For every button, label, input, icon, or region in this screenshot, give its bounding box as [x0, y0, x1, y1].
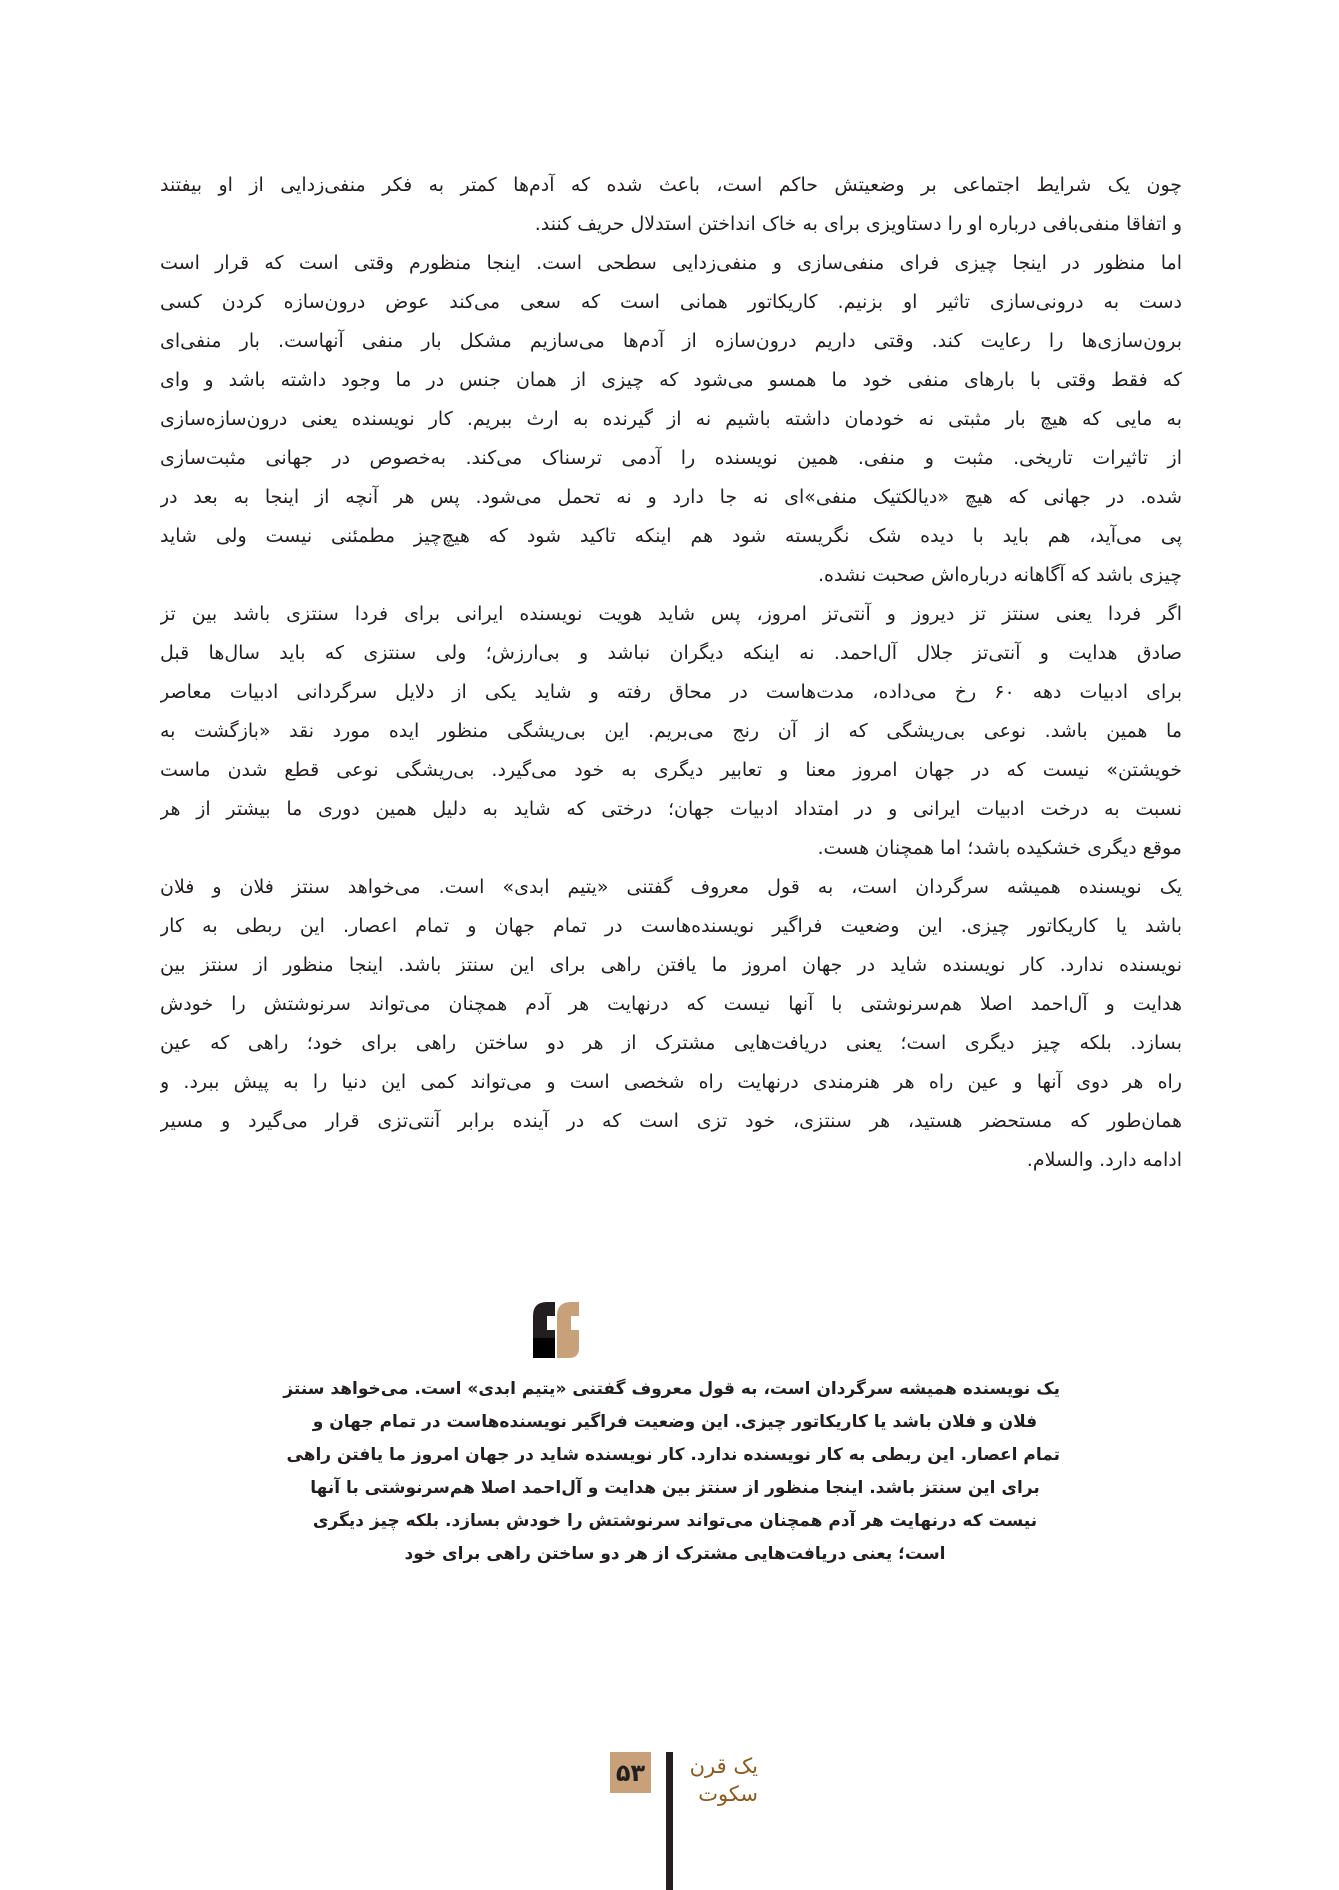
quote-mark-icon — [533, 1302, 579, 1358]
text-line: که فقط وقتی با بارهای منفی خود ما همسو می‌شود که چیزی از همان جنس در ما وجود داشته باشد و وای — [160, 369, 1182, 391]
text-line: به مایی که هیچ بار مثبتی نه خودمان داشته باشیم نه از گیرنده به ارث ببریم. کار نویسنده یعنی درون‌سازه‌سازی — [160, 408, 1182, 430]
text-line: چون یک شرایط اجتماعی بر وضعیتش حاکم است، باعث شده که آدم‌ها کمتر به فکر منفی‌زدایی از او بیفتند — [160, 174, 1182, 196]
text-line: صادق هدایت و آنتی‌تز جلال آل‌احمد. نه اینکه دیگران نباشد و بی‌ارزش؛ ولی سنتزی که باید سال‌ها قبل — [160, 642, 1182, 664]
pull-quote — [283, 1373, 1060, 1571]
text-line: بسازد. بلکه چیز دیگری است؛ یعنی دریافت‌هایی مشترک از هر دو ساختن راهی برای خود؛ راهی که عین — [160, 1032, 1182, 1054]
text-line: اگر فردا یعنی سنتز تز دیروز و آنتی‌تز امروز، پس شاید هویت نویسنده ایرانی برای فردا سنتزی باشد بین تز — [160, 603, 1182, 625]
quote-line: نیست که درنهایت هر آدم همچنان می‌تواند سرنوشتش را خودش بسازد. بلکه چیز دیگری — [312, 1511, 1038, 1531]
paragraph — [160, 244, 1182, 595]
page-number: ۵۳ — [610, 1752, 651, 1793]
text-line: موقع دیگری خشکیده باشد؛ اما همچنان هست. — [817, 837, 1182, 859]
paragraph — [160, 166, 1182, 244]
quote-line: یک نویسنده همیشه سرگردان است، به قول معروف گفتنی «یتیم ابدی» است. می‌خواهد سنتز — [283, 1379, 1060, 1399]
text-line: یک نویسنده همیشه سرگردان است، به قول معروف گفتنی «یتیم ابدی» است. می‌خواهد سنتز فلان و فلان — [160, 876, 1182, 898]
text-line: همان‌طور که مستحضر هستید، هر سنتزی، خود تزی است که در آینده برابر آنتی‌تزی قرار می‌گیرد و مسیر — [160, 1110, 1182, 1132]
paragraph — [160, 595, 1182, 868]
text-line: خویشتن» نیست که در جهان امروز معنا و تعابیر دیگری به خود می‌گیرد. بی‌ریشگی نوعی قطع شدن ماست — [160, 759, 1182, 781]
paragraph — [160, 868, 1182, 1180]
footer-divider — [666, 1752, 673, 1890]
text-line: پی می‌آید، هم باید با دیده شک نگریسته شود هم اینکه تاکید شود که هیچ‌چیز مطمئنی نیست ولی شاید — [160, 525, 1182, 547]
text-line: از تاثیرات تاریخی. مثبت و منفی. همین نویسنده را آدمی ترسناک می‌کند. به‌خصوص در جهانی مثبت‌سازی — [160, 447, 1182, 469]
text-line: باشد یا کاریکاتور چیزی. این وضعیت فراگیر نویسنده‌هاست در تمام جهان و تمام اعصار. این ربطی به کار — [160, 915, 1182, 937]
text-line: ادامه دارد. والسلام. — [1026, 1149, 1182, 1171]
text-line: و اتفاقا منفی‌بافی درباره او را دستاویزی برای به خاک انداختن استدلال حریف کنند. — [534, 213, 1182, 235]
text-line: ما همین باشد. نوعی بی‌ریشگی که از آن رنج می‌بریم. این بی‌ریشگی منظور ایده مورد نقد «بازگشت به — [160, 720, 1182, 742]
quote-line: تمام اعصار. این ربطی به کار نویسنده ندارد. کار نویسنده شاید در جهان امروز ما یافتن راهی — [286, 1445, 1060, 1465]
text-line: برای ادبیات دهه ۶۰ رخ می‌داده، مدت‌هاست در محاق رفته و شاید یکی از دلایل سرگردانی ادبیات معاصر — [160, 681, 1182, 703]
text-line: راه هر دوی آنها و عین راه هر هنرمندی درنهایت راه شخصی است و می‌تواند کمی این دنیا را به پیش ببرد. و — [160, 1071, 1182, 1093]
quote-line: فلان و فلان باشد یا کاریکاتور چیزی. این وضعیت فراگیر نویسنده‌هاست در تمام جهان و — [312, 1412, 1038, 1432]
magazine-title-line2: سکوت — [698, 1782, 758, 1806]
text-line: شده. در جهانی که هیچ «دیالکتیک منفی»ای نه جا دارد و نه تحمل می‌شود. پس هر آنچه از اینجا به بعد در — [160, 486, 1182, 508]
text-line: برون‌سازی‌ها را رعایت کند. وقتی داریم درون‌سازه از آدم‌ها می‌سازیم مشکل بار منفی آنهاست. بار منفی‌ای — [160, 330, 1182, 352]
text-line: هدایت و آل‌احمد اصلا هم‌سرنوشتی با آنها نیست که درنهایت هر آدم همچنان می‌تواند سرنوشتش را خودش — [160, 993, 1182, 1015]
text-line: اما منظور در اینجا چیزی فرای منفی‌سازی و منفی‌زدایی سطحی است. اینجا منظورم وقتی است که قرار است — [160, 252, 1182, 274]
magazine-title — [686, 1752, 758, 1808]
text-line: چیزی باشد که آگاهانه درباره‌اش صحبت نشده. — [818, 564, 1182, 586]
text-line: نویسنده ندارد. کار نویسنده شاید در جهان امروز ما یافتن راهی برای این سنتز باشد. اینجا منظور از سنتز بین — [160, 954, 1182, 976]
magazine-title-line1: یک قرن — [689, 1754, 758, 1778]
quote-line: برای این سنتز باشد. اینجا منظور از سنتز بین هدایت و آل‌احمد اصلا هم‌سرنوشتی با آنها — [310, 1478, 1040, 1498]
text-line: دست به درونی‌سازی تاثیر او بزنیم. کاریکاتور همانی است که سعی می‌کند عوض درون‌سازه کردن کسی — [160, 291, 1182, 313]
text-line: نسبت به درخت ادبیات ایرانی و در امتداد ادبیات جهان؛ درختی که شاید به دلیل همین دوری ما بیشتر از هر — [160, 798, 1182, 820]
article-body — [160, 166, 1182, 1180]
quote-line: است؛ یعنی دریافت‌هایی مشترک از هر دو ساختن راهی برای خود — [404, 1544, 946, 1564]
